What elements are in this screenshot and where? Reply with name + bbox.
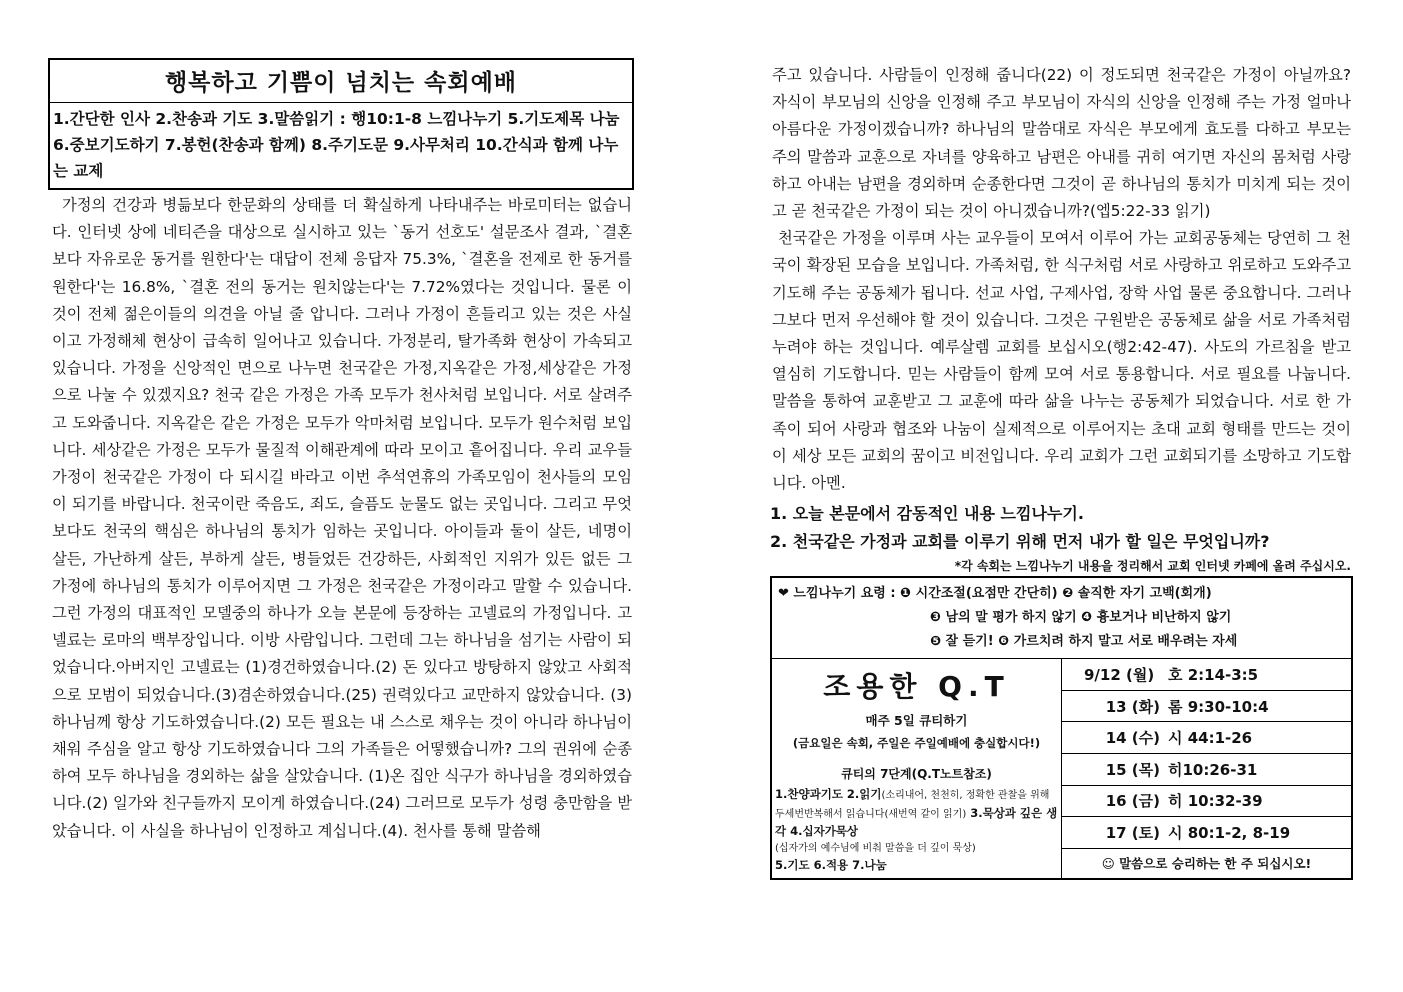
schedule-ref: 롬 9:30-10:4	[1168, 697, 1269, 716]
schedule-ref: 호 2:14-3:5	[1168, 666, 1259, 685]
qt-steps	[775, 786, 1058, 873]
qt-guideline: (금요일은 속회, 주일은 주일예배에 충실합시다!)	[792, 736, 1041, 751]
schedule-ref: 시 44:1-26	[1168, 729, 1253, 748]
qt-schedule	[1062, 659, 1351, 878]
tips-line-2: ❸ 남의 말 평가 하지 않기 ❹ 흉보거나 비난하지 않기	[930, 610, 1232, 626]
discussion-question-2: 2. 천국같은 가정과 교회를 이루기 위해 먼저 내가 할 일은 무엇입니까?	[770, 532, 1270, 552]
schedule-date: 16 (금)	[1105, 792, 1160, 811]
qt-section	[772, 659, 1351, 878]
discussion-question-1: 1. 오늘 본문에서 감동적인 내용 느낌나누기.	[770, 504, 1084, 524]
qt-info	[772, 659, 1062, 878]
sermon-text-left: 가정의 건강과 병듦보다 한문화의 상태를 더 확실하게 나타내주는 바로미터는 없습니다. 인터넷 상에 네티즌을 대상으로 실시하고 있는 `동거 선호도' 설문조사 결과, `결혼보다 자유로운 동거를 원한다'는 대답이 전체 응답자 75.3%, `결혼을 전제로 한 동거를 원한다'는 16.8%, `결혼 전의 동거는 원치않는다'는 7.72%였다는 것입니다. 물론 이것이 전체 젊은이들의 의견을 아닐 줄 압니다. 그러나 가정이 흔들리고 있는 것은 사실이고 가정해체 현상이 급속히 일어나고 있습니다. 가정분리, 탈가족화 현상이 가속되고 있습니다. 가정을 신앙적인 면으로 나누면 천국같은 가정,지옥같은 가정,세상같은 가정으로 나눌 수 있겠지요? 천국 같은 가정은 가족 모두가 천사처럼 보입니다. 서로 살려주고 도와줍니다. 지옥같은 같은 가정은 모두가 악마처럼 보입니다. 모두가 원수처럼 보입니다. 세상같은 가정은 모두가 물질적 이해관계에 따라 모이고 흩어집니다. 우리 교우들 가정이 천국같은 가정이 다 되시길 바라고 이번 추석연휴의 가족모임이 천사들의 모임이 되기를 바랍니다. 천국이란 죽음도, 죄도, 슬픔도 눈물도 없는 곳입니다. 그리고 무엇보다도 천국의 핵심은 하나님의 통치가 임하는 곳입니다. 아이들과 둘이 살든, 네명이 살든, 가난하게 살든, 부하게 살든, 병들었든 건강하든, 사회적인 지위가 있든 없든 그 가정에 하나님의 통치가 이루어지면 그 가정은 천국같은 가정이라고 말할 수 있습니다. 그런 가정의 대표적인 모델중의 하나가 오늘 본문에 등장하는 고넬료의 가정입니다. 고넬료는 로마의 백부장입니다. 이방 사람입니다. 그런데 그는 하나님을 섬기는 사람이 되었습니다.아버지인 고넬료는 (1)경건하였습니다.(2) 돈 있다고 방탕하지 않았고 사회적으로 모범이 되었습니다.(3)겸손하였습니다.(25) 권력있다고 교만하지 않았습니다. (3)하나님께 항상 기도하였습니다.(2) 모든 필요는 내 스스로 채우는 것이 아니라 하나님이 채워 주심을 알고 항상 기도하였습니다 그의 가족들은 어떻했습니까? 그의 권위에 순종하여 모두 하나님을 경외하는 삶을 살았습니다. (1)온 집안 식구가 하나님을 경외하였습니다.(2) 일가와 친구들까지 모이게 하였습니다.(24) 그러므로 모두가 성령 충만함을 받았습니다. 이 사실을 하나님이 인정하고 계십니다.(4). 천사를 통해 말씀해	[52, 196, 632, 840]
schedule-date: 14 (수)	[1105, 729, 1160, 748]
schedule-row	[1062, 659, 1351, 691]
schedule-date: 15 (목)	[1105, 760, 1160, 779]
schedule-row	[1062, 691, 1351, 723]
schedule-date: 17 (토)	[1105, 824, 1160, 843]
service-title: 행복하고 기쁨이 넘치는 속회예배	[50, 60, 632, 103]
schedule-date: 13 (화)	[1105, 697, 1160, 716]
schedule-row	[1062, 786, 1351, 818]
schedule-row	[1062, 817, 1351, 849]
qt-step-b-detail: (십자가의 예수님에 비춰 말씀을 더 깊이 묵상)	[775, 843, 976, 855]
schedule-date: 9/12 (월)	[1084, 666, 1155, 685]
service-order: 1.간단한 인사 2.찬송과 기도 3.말씀읽기 : 행10:1-8 느낌나누기 5.기도제목 나눔 6.중보기도하기 7.봉헌(찬송과 함께) 8.주기도문 9.사무처리 10.간식과 함께 나누는 교제	[53, 110, 620, 180]
blessing-footer: ☺ 말씀으로 승리하는 한 주 되십시오!	[1101, 856, 1312, 872]
schedule-row	[1062, 754, 1351, 786]
left-column	[48, 58, 634, 845]
schedule-row	[1062, 722, 1351, 754]
sharing-tips	[772, 578, 1351, 659]
tips-line-1: ❤ 느낌나누기 요령 : ❶ 시간조절(요점만 간단히) ❷ 솔직한 자기 고백(회개)	[778, 586, 1212, 602]
upload-note: *각 속회는 느낌나누기 내용을 정리해서 교회 인터넷 카페에 올려 주십시오.	[954, 559, 1351, 574]
schedule-ref: 시 80:1-2, 8-19	[1168, 824, 1291, 843]
qt-subtitle: 매주 5일 큐티하기	[865, 713, 968, 729]
qt-step-a-detail: (소리내어, 천천히, 정확한 관찰을 위해 두세번반복해서 읽습니다(새번역 같이 읽기)	[775, 790, 1050, 820]
tips-line-3: ❺ 잘 듣기! ❻ 가르치려 하지 말고 서로 배우려는 자세	[930, 634, 1238, 650]
qt-title: 조용한 Q.T	[823, 670, 1010, 704]
sharing-qt-box	[770, 576, 1353, 880]
service-order-box	[48, 58, 634, 190]
qt-steps-title: 큐티의 7단계(Q.T노트참조)	[841, 767, 992, 782]
right-column	[770, 62, 1353, 880]
qt-step-a: 1.찬양과기도 2.읽기	[775, 787, 882, 802]
schedule-ref: 히10:26-31	[1168, 760, 1258, 779]
sermon-text-right-p1: 주고 있습니다. 사람들이 인정해 줍니다(22) 이 정도되면 천국같은 가정이 아닐까요? 자식이 부모님의 신앙을 인정해 주고 부모님이 자식의 신앙을 인정해 주는 가정 얼마나 아름다운 가정이겠습니까? 하나님의 말씀대로 자식은 부모에게 효도를 다하고 부모는 주의 말씀과 교훈으로 자녀를 양육하고 남편은 아내를 귀히 여기면 자신의 몸처럼 사랑하고 아내는 남편을 경외하며 순종한다면 그것이 곧 하나님의 통치가 미치게 되는 것이고 곧 천국같은 가정이 되는 것이 아니겠습니까?(엡5:22-33 읽기)	[772, 66, 1351, 221]
qt-step-c: 5.기도 6.적용 7.나눔	[775, 858, 887, 873]
schedule-ref: 히 10:32-39	[1168, 792, 1263, 811]
sermon-text-right-p2: 천국같은 가정을 이루며 사는 교우들이 모여서 이루어 가는 교회공동체는 당연히 그 천국이 확장된 모습을 보입니다. 가족처럼, 한 식구처럼 서로 사랑하고 위로하고 도와주고 기도해 주는 공동체가 됩니다. 선교 사업, 구제사업, 장학 사업 물론 중요합니다. 그러나 그보다 먼저 우선해야 할 것이 있습니다. 그것은 구원받은 공동체로 삶을 서로 가족처럼 누려야 하는 것입니다. 예루살렘 교회를 보십시오(행2:42-47). 사도의 가르침을 받고 열심히 기도합니다. 믿는 사람들이 함께 모여 서로 통용합니다. 서로 필요를 나눕니다. 말씀을 통하여 교훈받고 그 교훈에 따라 삶을 나누는 공동체가 되었습니다. 서로 한 가족이 되어 사랑과 협조와 나눔이 실제적으로 이루어지는 초대 교회 형태를 만드는 것이 이 세상 모든 교회의 꿈이고 비전입니다. 우리 교회가 그런 교회되기를 소망하고 기도합니다. 아멘.	[772, 229, 1351, 493]
qt-step-b: 3.묵상과 깊은 생각 4.십자가묵상	[775, 805, 1058, 838]
